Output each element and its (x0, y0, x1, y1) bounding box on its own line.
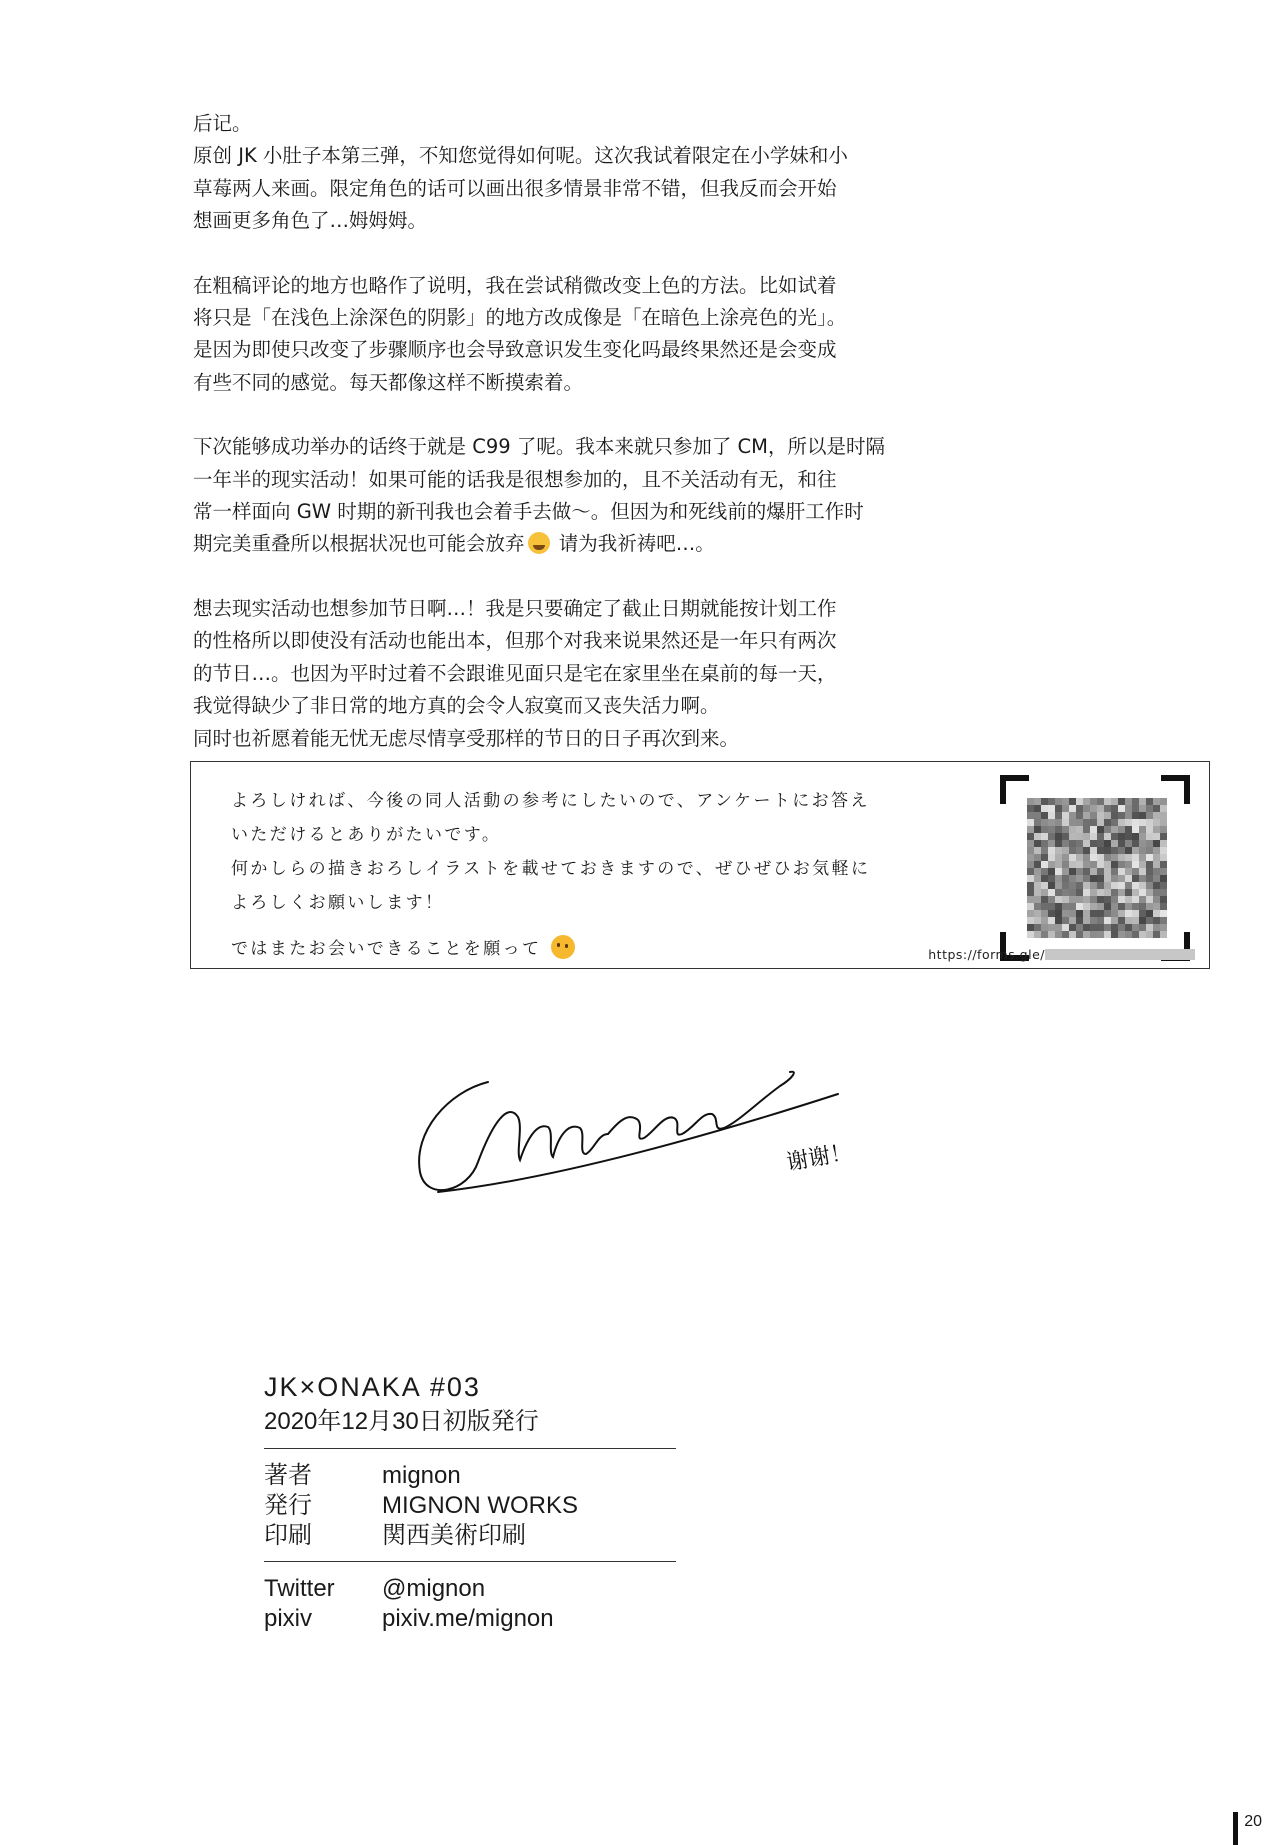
text-segment: 请为我祈祷吧…。 (552, 532, 715, 556)
afterword-paragraph-4 (193, 593, 973, 755)
credit-row (264, 1461, 578, 1491)
text-line: 想去现实活动也想参加节日啊…！我是只要确定了截止日期就能按计划工作 (193, 596, 837, 620)
text-line: 下次能够成功举办的话终于就是 C99 了呢。我本来就只参加了 CM，所以是时隔 (193, 435, 885, 459)
credit-row (264, 1491, 578, 1521)
credit-row (264, 1521, 578, 1551)
page-marker (1233, 1812, 1238, 1845)
link-row (264, 1604, 554, 1634)
survey-url[interactable] (928, 947, 1195, 962)
text-line: 原创 JK 小肚子本第三弹，不知您觉得如何呢。这次我试着限定在小学妹和小 (193, 144, 848, 168)
winking-face-icon (551, 935, 575, 959)
text-line: 将只是「在浅色上涂深色的阴影」的地方改成像是「在暗色上涂亮色的光」。 (193, 306, 847, 330)
redacted-url-part (1045, 949, 1195, 960)
survey-line: いただけるとありがたいです。 (231, 825, 502, 845)
twitter-link[interactable]: @mignon (382, 1575, 486, 1602)
signature-label: mignon (638, 1082, 642, 1083)
credit-value: mignon (382, 1462, 461, 1489)
credits-table (264, 1461, 578, 1551)
credit-value: 関西美術印刷 (382, 1522, 526, 1549)
text-line: 同时也祈愿着能无忧无虑尽情享受那样的节日的日子再次到来。 (193, 726, 740, 750)
text-line: 有些不同的感觉。每天都像这样不断摸索着。 (193, 370, 584, 394)
signature (408, 1042, 878, 1212)
text-line: 的节日…。也因为平时过着不会跟谁见面只是宅在家里坐在桌前的每一天， (193, 661, 837, 685)
survey-line: 何かしらの描きおろしイラストを載せておきますので、ぜひぜひお気軽に (231, 859, 871, 879)
book-title: JK×ONAKA #03 (264, 1372, 481, 1402)
credit-key: 印刷 (264, 1522, 312, 1549)
survey-url-text: https://forms.gle/ (928, 947, 1045, 962)
text-segment: 期完美重叠所以根据状况也可能会放弃 (193, 532, 525, 556)
afterword-paragraph-1 (193, 108, 973, 238)
text-line: 一年半的现实活动！如果可能的话我是很想参加的，且不关活动有无，和往 (193, 467, 837, 491)
survey-line: よろしければ、今後の同人活動の参考にしたいので、アンケートにお答え (231, 791, 870, 811)
divider (264, 1448, 676, 1449)
divider (264, 1561, 676, 1562)
text-line: 在粗稿评论的地方也略作了说明，我在尝试稍微改变上色的方法。比如试着 (193, 273, 837, 297)
afterword-paragraph-3 (193, 431, 973, 561)
link-key: Twitter (264, 1575, 335, 1602)
credit-key: 著者 (264, 1462, 312, 1489)
text-line: 草莓两人来画。限定角色的话可以画出很多情景非常不错，但我反而会开始 (193, 176, 837, 200)
thanks-note: 谢谢！ (784, 1139, 855, 1176)
survey-box (190, 761, 1210, 969)
link-key: pixiv (264, 1605, 313, 1632)
qr-code[interactable] (999, 774, 1191, 962)
page-number: 20 (1244, 1813, 1262, 1830)
text-line: 的性格所以即使没有活动也能出本，但那个对我来说果然还是一年只有两次 (193, 629, 837, 653)
afterword-paragraph-2 (193, 270, 973, 400)
survey-closing-text: ではまたお会いできることを願って (231, 939, 542, 959)
text-line: 后记。 (193, 112, 252, 135)
qr-pattern (1027, 798, 1167, 938)
links-table (264, 1574, 554, 1634)
colophon (264, 1370, 684, 1634)
survey-text (231, 784, 931, 966)
crying-face-icon (528, 532, 550, 554)
survey-closing (231, 932, 931, 966)
text-line: 是因为即使只改变了步骤顺序也会导致意识发生变化吗最终果然还是会变成 (193, 338, 837, 362)
text-line (193, 528, 973, 560)
publication-date: 2020年12月30日初版発行 (264, 1408, 539, 1435)
survey-line: よろしくお願いします！ (231, 893, 445, 913)
credit-value: MIGNON WORKS (382, 1492, 578, 1519)
text-line: 我觉得缺少了非日常的地方真的会令人寂寞而又丧失活力啊。 (193, 694, 720, 718)
afterword-text (193, 108, 973, 787)
link-row (264, 1574, 554, 1604)
credit-key: 発行 (264, 1492, 312, 1519)
text-line: 想画更多角色了…姆姆姆。 (193, 209, 428, 233)
text-line: 常一样面向 GW 时期的新刊我也会着手去做～。但因为和死线前的爆肝工作时 (193, 500, 864, 524)
pixiv-link[interactable]: pixiv.me/mignon (382, 1605, 554, 1632)
